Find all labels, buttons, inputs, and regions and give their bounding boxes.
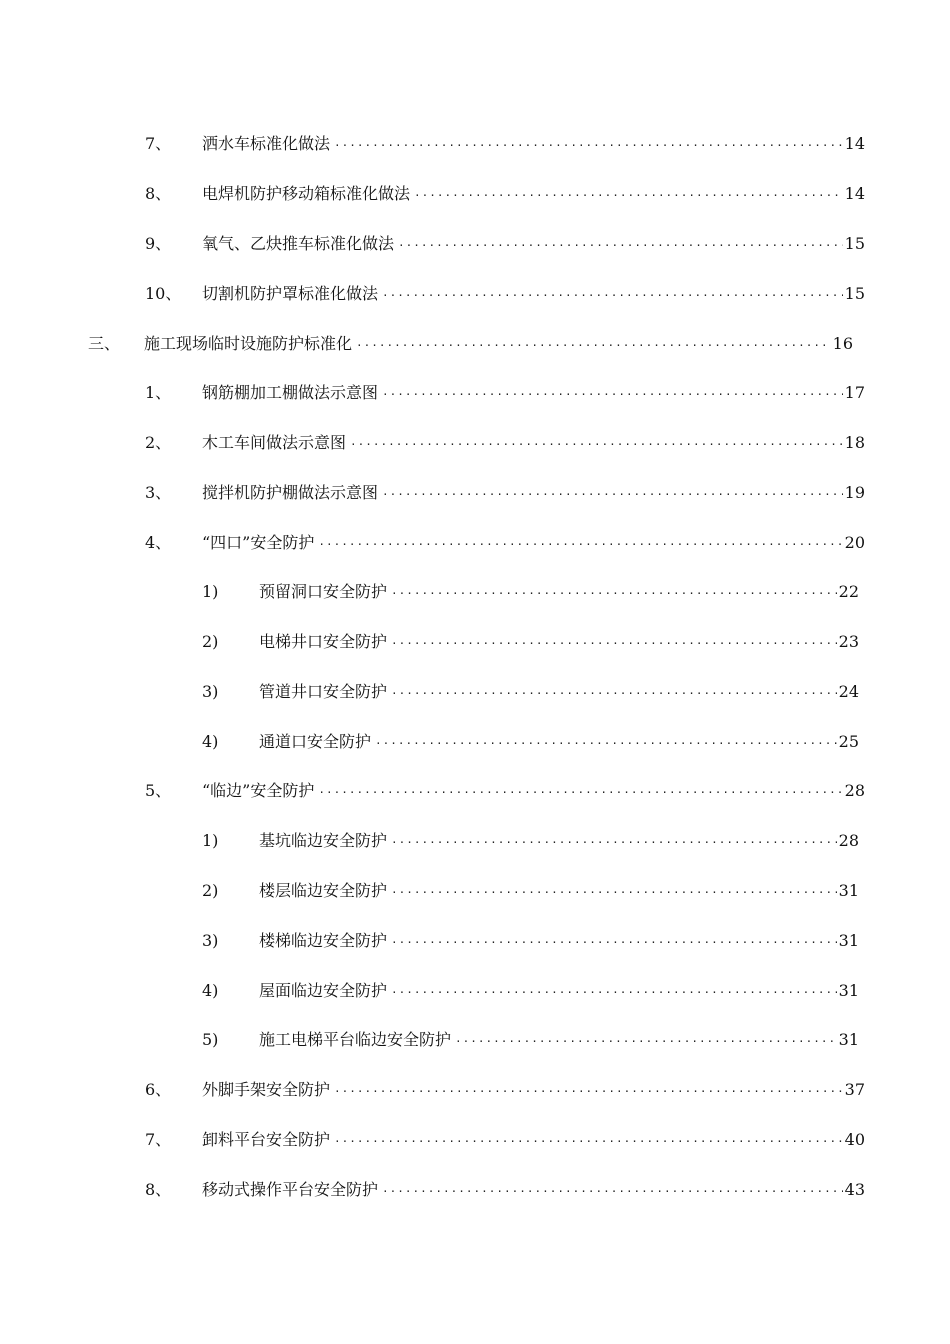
toc-entry-title: 电梯井口安全防护 bbox=[259, 632, 388, 651]
dot-leader bbox=[391, 878, 837, 908]
toc-entry-page: 37 bbox=[844, 1080, 865, 1099]
toc-subentry[interactable] bbox=[202, 876, 859, 906]
toc-entry-number: 4) bbox=[202, 981, 219, 1000]
toc-entry[interactable] bbox=[145, 229, 865, 259]
toc-entry-title: 预留洞口安全防护 bbox=[259, 582, 388, 601]
toc-entry-page: 14 bbox=[844, 184, 865, 203]
toc-entry-number: 2) bbox=[202, 632, 219, 651]
dot-leader bbox=[375, 729, 837, 759]
toc-entry-number: 5、 bbox=[145, 781, 172, 800]
toc-entry-number: 三、 bbox=[88, 334, 121, 353]
toc-entry[interactable] bbox=[145, 1125, 865, 1155]
toc-entry-number: 3、 bbox=[145, 483, 172, 502]
toc-entry-number: 10、 bbox=[145, 284, 182, 303]
toc-subentry[interactable] bbox=[202, 727, 859, 757]
toc-entry-number: 7、 bbox=[145, 134, 172, 153]
toc-entry-title: 移动式操作平台安全防护 bbox=[202, 1180, 379, 1199]
toc-entry-number: 5) bbox=[202, 1030, 219, 1049]
dot-leader bbox=[414, 181, 843, 211]
toc-entry-title: “四口”安全防护 bbox=[202, 533, 315, 552]
dot-leader bbox=[334, 1127, 843, 1157]
dot-leader bbox=[391, 978, 837, 1008]
dot-leader bbox=[391, 579, 837, 609]
toc-entry-number: 4) bbox=[202, 732, 219, 751]
toc-entry-title: 搅拌机防护棚做法示意图 bbox=[202, 483, 379, 502]
toc-entry-title: “临边”安全防护 bbox=[202, 781, 315, 800]
toc-entry[interactable] bbox=[145, 528, 865, 558]
toc-section-entry[interactable] bbox=[88, 329, 853, 359]
toc-entry-number: 8、 bbox=[145, 1180, 172, 1199]
toc-entry-title: 钢筋棚加工棚做法示意图 bbox=[202, 383, 379, 402]
toc-entry-title: 屋面临边安全防护 bbox=[259, 981, 388, 1000]
dot-leader bbox=[382, 380, 843, 410]
toc-entry-page: 18 bbox=[844, 433, 865, 452]
toc-entry-page: 16 bbox=[832, 334, 853, 353]
toc-entry-number: 1) bbox=[202, 582, 219, 601]
toc-entry-number: 3) bbox=[202, 931, 219, 950]
toc-entry-title: 楼层临边安全防护 bbox=[259, 881, 388, 900]
toc-entry-title: 洒水车标准化做法 bbox=[202, 134, 331, 153]
dot-leader bbox=[334, 1077, 843, 1107]
toc-entry-title: 切割机防护罩标准化做法 bbox=[202, 284, 379, 303]
toc-entry-title: 通道口安全防护 bbox=[259, 732, 372, 751]
toc-entry-page: 14 bbox=[844, 134, 865, 153]
toc-entry[interactable] bbox=[145, 428, 865, 458]
dot-leader bbox=[318, 778, 842, 808]
toc-entry-title: 木工车间做法示意图 bbox=[202, 433, 347, 452]
toc-entry[interactable] bbox=[145, 179, 865, 209]
toc-entry-page: 28 bbox=[838, 831, 859, 850]
toc-entry-page: 15 bbox=[844, 234, 865, 253]
toc-entry-number: 4、 bbox=[145, 533, 172, 552]
dot-leader bbox=[391, 629, 837, 659]
toc-entry-page: 40 bbox=[844, 1130, 865, 1149]
toc-entry[interactable] bbox=[145, 129, 865, 159]
dot-leader bbox=[455, 1027, 837, 1057]
toc-entry[interactable] bbox=[145, 279, 865, 309]
dot-leader bbox=[391, 928, 837, 958]
toc-entry-number: 3) bbox=[202, 682, 219, 701]
toc-entry-page: 25 bbox=[838, 732, 859, 751]
toc-entry-title: 基坑临边安全防护 bbox=[259, 831, 388, 850]
toc-entry-title: 楼梯临边安全防护 bbox=[259, 931, 388, 950]
dot-leader bbox=[350, 430, 843, 460]
toc-entry-title: 施工现场临时设施防护标准化 bbox=[144, 334, 353, 353]
toc-entry-page: 31 bbox=[838, 881, 859, 900]
toc-entry-page: 20 bbox=[844, 533, 865, 552]
dot-leader bbox=[391, 679, 837, 709]
toc-entry-page: 43 bbox=[844, 1180, 865, 1199]
toc-entry-page: 31 bbox=[838, 931, 859, 950]
toc-entry-number: 1) bbox=[202, 831, 219, 850]
toc-entry[interactable] bbox=[145, 776, 865, 806]
dot-leader bbox=[382, 281, 843, 311]
toc-entry-page: 22 bbox=[838, 582, 859, 601]
toc-subentry[interactable] bbox=[202, 926, 859, 956]
toc-entry-page: 31 bbox=[838, 1030, 859, 1049]
toc-entry-number: 8、 bbox=[145, 184, 172, 203]
toc-entry-page: 31 bbox=[838, 981, 859, 1000]
toc-entry-number: 6、 bbox=[145, 1080, 172, 1099]
toc-entry-title: 电焊机防护移动箱标准化做法 bbox=[202, 184, 411, 203]
toc-entry-number: 1、 bbox=[145, 383, 172, 402]
dot-leader bbox=[391, 828, 837, 858]
toc-entry-number: 7、 bbox=[145, 1130, 172, 1149]
toc-subentry[interactable] bbox=[202, 976, 859, 1006]
toc-entry[interactable] bbox=[145, 1075, 865, 1105]
dot-leader bbox=[356, 331, 831, 361]
toc-entry[interactable] bbox=[145, 378, 865, 408]
dot-leader bbox=[334, 131, 843, 161]
toc-entry-title: 外脚手架安全防护 bbox=[202, 1080, 331, 1099]
toc-entry-number: 2、 bbox=[145, 433, 172, 452]
toc-entry[interactable] bbox=[145, 478, 865, 508]
dot-leader bbox=[382, 1177, 843, 1207]
toc-entry-title: 氧气、乙炔推车标准化做法 bbox=[202, 234, 395, 253]
toc-entry-title: 卸料平台安全防护 bbox=[202, 1130, 331, 1149]
toc-entry-page: 23 bbox=[838, 632, 859, 651]
toc-entry-number: 9、 bbox=[145, 234, 172, 253]
toc-subentry[interactable] bbox=[202, 677, 859, 707]
toc-entry-page: 17 bbox=[844, 383, 865, 402]
toc-subentry[interactable] bbox=[202, 1025, 859, 1055]
toc-entry-page: 24 bbox=[838, 682, 859, 701]
toc-entry-number: 2) bbox=[202, 881, 219, 900]
toc-entry-page: 28 bbox=[844, 781, 865, 800]
dot-leader bbox=[382, 480, 843, 510]
toc-entry[interactable] bbox=[145, 1175, 865, 1205]
toc-entry-title: 管道井口安全防护 bbox=[259, 682, 388, 701]
dot-leader bbox=[398, 231, 843, 261]
toc-subentry[interactable] bbox=[202, 826, 859, 856]
toc-subentry[interactable] bbox=[202, 577, 859, 607]
dot-leader bbox=[318, 530, 842, 560]
toc-subentry[interactable] bbox=[202, 627, 859, 657]
toc-entry-title: 施工电梯平台临边安全防护 bbox=[259, 1030, 452, 1049]
toc-entry-page: 15 bbox=[844, 284, 865, 303]
toc-entry-page: 19 bbox=[844, 483, 865, 502]
